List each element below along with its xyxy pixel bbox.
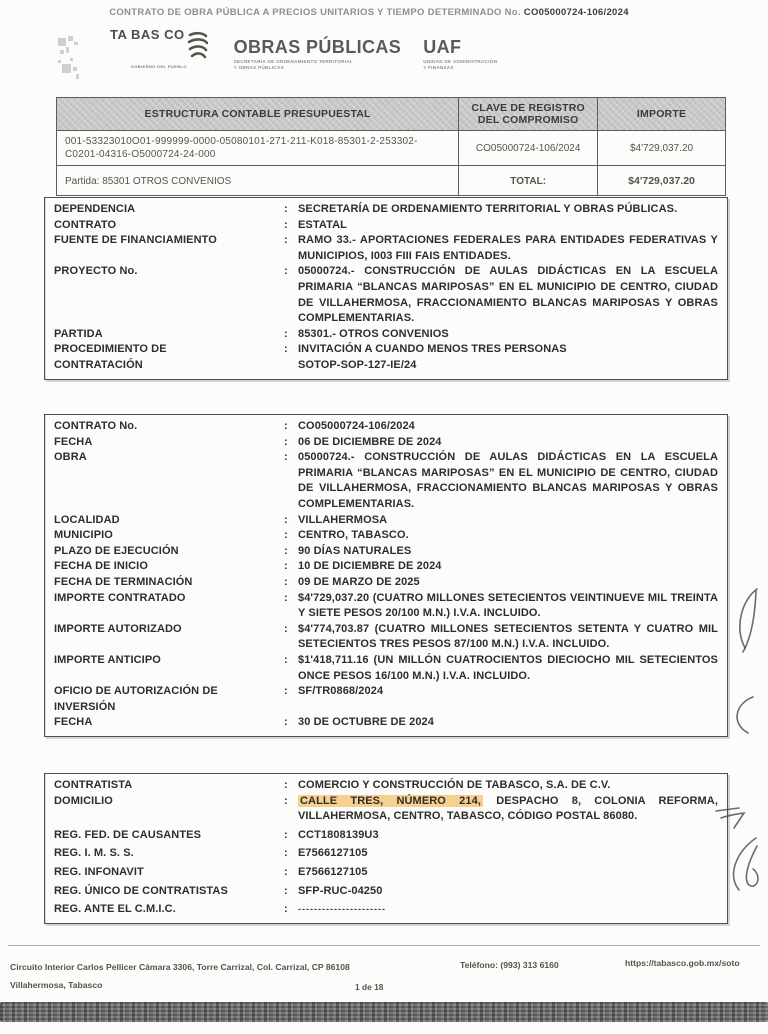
- header-logo-band: [56, 27, 498, 88]
- field-row-fecha-terminacion: FECHA DE TERMINACIÓN : 09 DE MARZO DE 2025: [54, 575, 420, 588]
- structure-code: 001-53323010O01-999999-0000-05080101-271-211-K018-85301-2-253302-C0201-04316-O5000724-24-000: [57, 131, 459, 166]
- field-row-contrato: CONTRATO : ESTATAL: [54, 218, 347, 231]
- field-row-partida: PARTIDA : 85301.- OTROS CONVENIOS: [54, 327, 449, 340]
- field-row-fecha-inicio: FECHA DE INICIO : 10 DE DICIEMBRE DE 2024: [54, 560, 442, 573]
- page-number: 1 de 18: [355, 982, 384, 992]
- header-clave: CLAVE DE REGISTRO DEL COMPROMISO: [459, 98, 598, 131]
- field-row-localidad: LOCALIDAD : VILLAHERMOSA: [54, 513, 388, 526]
- document-title-text: CONTRATO DE OBRA PÚBLICA A PRECIOS UNITARIOS Y TIEMPO DETERMINADO No.: [109, 7, 521, 18]
- tabasco-logo: [110, 27, 208, 69]
- scan-stamp-icon: [56, 34, 102, 84]
- contrato-section: [44, 414, 728, 737]
- handwritten-mark-1b: [743, 591, 756, 652]
- uaf-logo: [423, 38, 497, 71]
- total-label: TOTAL:: [459, 166, 598, 196]
- field-row-importe-anticipo: IMPORTE ANTICIPO : $1'418,711.16 (UN MILLÓN CUATROCIENTOS DIECIOCHO MIL SETECIENTOS ONCE PESOS 16/100 M.N.) I.V.A. INCLUIDO.: [54, 653, 718, 682]
- header-estructura: ESTRUCTURA CONTABLE PRESUPUESTAL: [57, 98, 459, 131]
- field-row-domicilio: DOMICILIO : CALLE TRES, NÚMERO 214, DESPACHO 8, COLONIA REFORMA, VILLAHERMOSA, CENTRO, TABASCO, CÓDIGO POSTAL 86080.: [54, 794, 718, 823]
- highlighted-address: CALLE TRES, NÚMERO 214,: [300, 794, 481, 807]
- tabasco-leaf-icon: [186, 30, 208, 62]
- document-title-number: CO05000724-106/2024: [523, 7, 629, 18]
- field-row-obra: OBRA : 05000724.- CONSTRUCCIÓN DE AULAS DIDÁCTICAS EN LA ESCUELA PRIMARIA “BLANCAS MARIPOSAS” EN EL MUNICIPIO DE CENTRO, CIUDAD DE VILLAHERMOSA, FRACCIONAMIENTO BLANCAS MARIPOSAS Y OBRAS COMPLEMENTARIAS.: [54, 451, 718, 510]
- field-row-importe-autorizado: IMPORTE AUTORIZADO : $4'774,703.87 (CUATRO MILLONES SETECIENTOS SETENTA Y CUATRO MIL SETECIENTOS TRES PESOS 87/100 M.N.) I.V.A. INCLUIDO.: [54, 622, 718, 651]
- obras-publicas-logo: [234, 38, 402, 71]
- footer-divider: [8, 945, 760, 946]
- obras-publicas-title: OBRAS PÚBLICAS: [233, 37, 402, 57]
- field-row-reg-fed: REG. FED. DE CAUSANTES : CCT1808139U3: [54, 828, 379, 841]
- field-row-fecha-oficio: FECHA : 30 DE OCTUBRE DE 2024: [54, 716, 434, 729]
- handwritten-mark-2: [737, 697, 753, 733]
- field-row-reg-unico: REG. ÚNICO DE CONTRATISTAS : SFP-RUC-04250: [54, 884, 383, 897]
- uaf-title: UAF: [423, 37, 462, 57]
- obras-publicas-subtitle: SECRETARÍA DE ORDENAMIENTO TERRITORIAL Y OBRAS PÚBLICAS: [233, 59, 354, 70]
- clave-registro: CO05000724-106/2024: [459, 131, 598, 166]
- header-importe: IMPORTE: [598, 98, 726, 131]
- document-title: [0, 7, 738, 18]
- total-value: $4'729,037.20: [598, 166, 726, 196]
- budget-table-code-row: [57, 131, 726, 166]
- field-row-reg-imss: REG. I. M. S. S. : E7566127105: [54, 847, 368, 860]
- budget-table: [56, 97, 726, 196]
- field-row-contrato-no: CONTRATO No. : CO05000724-106/2024: [54, 420, 415, 432]
- footer-url: https://tabasco.gob.mx/soto: [625, 958, 740, 968]
- dependencia-section: [44, 197, 728, 380]
- partida-text: Partida: 85301 OTROS CONVENIOS: [57, 166, 459, 196]
- field-row-dependencia: DEPENDENCIA : SECRETARÍA DE ORDENAMIENTO TERRITORIAL Y OBRAS PÚBLICAS.: [54, 203, 678, 215]
- tabasco-logo-subtitle: GOBIERNO DEL PUEBLO: [130, 64, 187, 69]
- field-row-municipio: MUNICIPIO : CENTRO, TABASCO.: [54, 529, 409, 542]
- field-row-contratista: CONTRATISTA : COMERCIO Y CONSTRUCCIÓN DE TABASCO, S.A. DE C.V.: [54, 779, 611, 791]
- contratista-section: [44, 773, 728, 924]
- uaf-subtitle: UNIDAD DE ADMINISTRACIÓN Y FINANZAS: [423, 59, 498, 70]
- handwritten-mark-4: [734, 838, 756, 890]
- field-row-reg-cmic: REG. ANTE EL C.M.I.C. : ----------------------: [54, 903, 386, 916]
- scan-artifact-bar: [0, 1002, 768, 1022]
- importe-value: $4'729,037.20: [598, 131, 726, 166]
- budget-table-header-row: [57, 98, 726, 131]
- field-row-proyecto: PROYECTO No. : 05000724.- CONSTRUCCIÓN DE AULAS DIDÁCTICAS EN LA ESCUELA PRIMARIA “BLANCAS MARIPOSAS” EN EL MUNICIPIO DE CENTRO, CIUDAD DE VILLAHERMOSA, FRACCIONAMIENTO BLANCAS MARIPOSAS Y OBRAS COMPLEMENTARIAS.: [54, 265, 718, 325]
- field-row-reg-infonavit: REG. INFONAVIT : E7566127105: [54, 865, 368, 878]
- field-row-fuente: FUENTE DE FINANCIAMIENTO : RAMO 33.- APORTACIONES FEDERALES PARA ENTIDADES FEDERATIVAS Y MUNICIPIOS, I003 FIII FAIS ENTIDADES.: [54, 234, 718, 262]
- field-row-importe-contratado: IMPORTE CONTRATADO : $4'729,037.20 (CUATRO MILLONES SETECIENTOS VEINTINUEVE MIL TREINTA Y SIETE PESOS 20/100 M.N.) I.V.A. INCLUIDO.: [54, 591, 718, 620]
- field-row-fecha: FECHA : 06 DE DICIEMBRE DE 2024: [54, 435, 442, 448]
- field-row-oficio: OFICIO DE AUTORIZACIÓN DE INVERSIÓN : SF/TR0868/2024: [54, 685, 384, 713]
- field-row-procedimiento: PROCEDIMIENTO DE CONTRATACIÓN : INVITACIÓN A CUANDO MENOS TRES PERSONAS SOTOP-SOP-127-IE/24: [54, 343, 567, 371]
- footer-address: Circuito Interior Carlos Pellicer Cámara 3306, Torre Carrizal, Col. Carrizal, CP 86108 Villahermosa, Tabasco: [10, 962, 350, 990]
- handwritten-mark-1: [740, 589, 757, 648]
- handwritten-mark-4b: [746, 846, 758, 886]
- footer-phone: Teléfono: (993) 313 6160: [460, 960, 559, 970]
- field-row-plazo: PLAZO DE EJECUCIÓN : 90 DÍAS NATURALES: [54, 544, 412, 557]
- budget-table-total-row: [57, 166, 726, 196]
- tabasco-logo-text: TA BAS CO: [110, 27, 185, 42]
